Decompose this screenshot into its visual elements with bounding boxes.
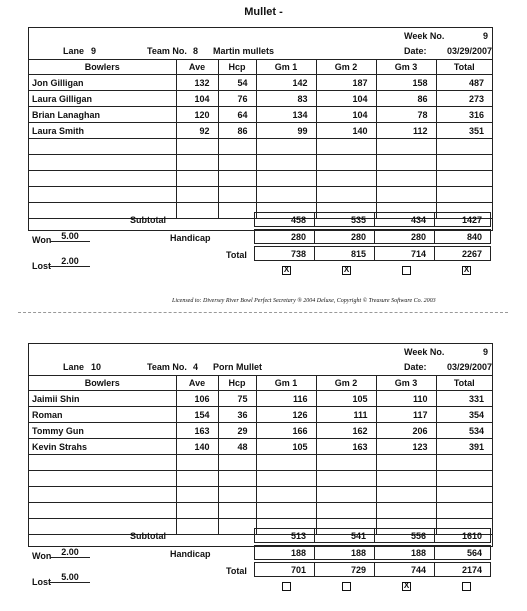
score-cell: 104: [316, 107, 376, 123]
lane-label: Lane: [63, 362, 85, 372]
game-won-checkbox[interactable]: [282, 582, 291, 591]
week-label: Week No.: [404, 31, 445, 41]
date-label: Date:: [404, 46, 427, 56]
score-cell: 351: [436, 123, 492, 139]
table-row: [29, 471, 492, 487]
bowler-name: Laura Smith: [29, 123, 176, 139]
score-cell: 48: [218, 439, 256, 455]
game-won-checkbox[interactable]: [462, 582, 471, 591]
team-label: Team No.: [147, 362, 187, 372]
won-value: 2.00: [50, 547, 90, 558]
score-cell: 105: [256, 439, 316, 455]
total-cell: 815: [314, 246, 375, 261]
column-header: Gm 1: [256, 59, 316, 75]
score-cell: 75: [218, 391, 256, 407]
game-won-checkbox[interactable]: [342, 266, 351, 275]
bowler-name: Jon Gilligan: [29, 75, 176, 91]
total-cell: 701: [254, 562, 315, 577]
table-row: [29, 123, 492, 139]
score-cell: [376, 471, 436, 487]
score-cell: 391: [436, 439, 492, 455]
handicap-cell: 188: [314, 545, 375, 560]
won-value: 5.00: [50, 231, 90, 242]
bowler-name: Laura Gilligan: [29, 91, 176, 107]
score-cell: 111: [316, 407, 376, 423]
table-row: [29, 391, 492, 407]
score-cell: 140: [176, 439, 218, 455]
handicap-cell: 188: [374, 545, 435, 560]
team-number: 4: [193, 362, 199, 372]
score-cell: 142: [256, 75, 316, 91]
total-cell: 729: [314, 562, 375, 577]
score-cell: [316, 139, 376, 155]
handicap-cell: 564: [434, 545, 491, 560]
date-value: 03/29/2007: [447, 362, 493, 372]
score-cell: 166: [256, 423, 316, 439]
score-cell: 158: [376, 75, 436, 91]
bowler-name: [29, 455, 176, 471]
score-sheet: [0, 0, 527, 285]
score-cell: 134: [256, 107, 316, 123]
score-cell: 154: [176, 407, 218, 423]
date-label: Date:: [404, 362, 427, 372]
score-cell: [218, 455, 256, 471]
score-cell: 92: [176, 123, 218, 139]
table-row: [29, 91, 492, 107]
score-cell: 487: [436, 75, 492, 91]
lost-label: Lost: [32, 577, 51, 587]
score-cell: [256, 471, 316, 487]
column-header: Ave: [176, 375, 218, 391]
score-cell: 126: [256, 407, 316, 423]
won-label: Won: [32, 235, 52, 245]
handicap-cell: 280: [254, 229, 315, 244]
header-row: [29, 59, 492, 75]
bowler-name: Jaimii Shin: [29, 391, 176, 407]
week-label: Week No.: [404, 347, 445, 357]
score-cell: [176, 455, 218, 471]
score-cell: [256, 455, 316, 471]
column-header: Total: [436, 59, 492, 75]
total-cell: 744: [374, 562, 435, 577]
lane-number: 9: [91, 46, 97, 56]
lost-value: 2.00: [50, 256, 90, 267]
score-cell: 104: [316, 91, 376, 107]
totals-section: [28, 180, 493, 271]
score-cell: 132: [176, 75, 218, 91]
score-cell: 140: [316, 123, 376, 139]
subtotal-cell: 556: [374, 528, 435, 543]
subtotal-cell: 1610: [434, 528, 491, 543]
score-cell: 117: [376, 407, 436, 423]
won-label: Won: [32, 551, 52, 561]
bowler-name: [29, 155, 176, 171]
game-won-checkbox[interactable]: [282, 266, 291, 275]
bowler-name: [29, 139, 176, 155]
score-cell: 116: [256, 391, 316, 407]
score-cell: 206: [376, 423, 436, 439]
score-cell: [436, 155, 492, 171]
lane-number: 10: [91, 362, 102, 372]
column-header: Gm 2: [316, 375, 376, 391]
subtotal-label: Subtotal: [130, 531, 166, 541]
week-number: 9: [483, 347, 489, 357]
column-header: Gm 3: [376, 375, 436, 391]
score-cell: 86: [218, 123, 256, 139]
score-cell: 316: [436, 107, 492, 123]
total-cell: 738: [254, 246, 315, 261]
handicap-label: Handicap: [170, 549, 211, 559]
bowler-name: Kevin Strahs: [29, 439, 176, 455]
subtotal-label: Subtotal: [130, 215, 166, 225]
score-cell: 105: [316, 391, 376, 407]
column-header: Gm 3: [376, 59, 436, 75]
score-cell: 83: [256, 91, 316, 107]
total-cell: 2174: [434, 562, 491, 577]
game-won-checkbox[interactable]: [402, 582, 411, 591]
page-title: Mullet -: [244, 6, 283, 18]
sheet-header: [29, 28, 492, 60]
table-row: [29, 75, 492, 91]
score-cell: 64: [218, 107, 256, 123]
score-cell: [316, 455, 376, 471]
column-header: Hcp: [218, 375, 256, 391]
sheet-header: [29, 344, 492, 376]
score-cell: [436, 139, 492, 155]
handicap-cell: 840: [434, 229, 491, 244]
lost-label: Lost: [32, 261, 51, 271]
bowler-name: Tommy Gun: [29, 423, 176, 439]
score-cell: [176, 139, 218, 155]
total-cell: 2267: [434, 246, 491, 261]
license-text: Licensed to: Diversey River Bowl Perfect Secretary ® 2004 Deluxe, Copyright © Treasure Software Co. 2003: [172, 298, 436, 304]
table-row: [29, 139, 492, 155]
score-cell: 110: [376, 391, 436, 407]
date-value: 03/29/2007: [447, 46, 493, 56]
subtotal-cell: 1427: [434, 212, 491, 227]
score-cell: [256, 155, 316, 171]
column-header: Bowlers: [29, 375, 176, 391]
score-sheet: [0, 316, 527, 601]
total-label: Total: [226, 250, 247, 260]
score-cell: [316, 155, 376, 171]
score-cell: 163: [176, 423, 218, 439]
subtotal-cell: 513: [254, 528, 315, 543]
lost-value: 5.00: [50, 572, 90, 583]
lane-label: Lane: [63, 46, 85, 56]
table-row: [29, 155, 492, 171]
game-won-checkbox[interactable]: [342, 582, 351, 591]
bowler-name: Roman: [29, 407, 176, 423]
score-cell: 162: [316, 423, 376, 439]
handicap-cell: 280: [374, 229, 435, 244]
team-name: Porn Mullet: [213, 362, 262, 372]
handicap-cell: 280: [314, 229, 375, 244]
team-label: Team No.: [147, 46, 187, 56]
score-cell: [176, 471, 218, 487]
score-cell: 86: [376, 91, 436, 107]
header-row: [29, 375, 492, 391]
score-cell: [436, 455, 492, 471]
subtotal-cell: 434: [374, 212, 435, 227]
team-name: Martin mullets: [213, 46, 275, 56]
score-cell: 120: [176, 107, 218, 123]
table-row: [29, 407, 492, 423]
score-cell: 354: [436, 407, 492, 423]
column-header: Gm 1: [256, 375, 316, 391]
score-cell: [218, 139, 256, 155]
score-cell: 163: [316, 439, 376, 455]
score-cell: [316, 471, 376, 487]
totals-section: [28, 496, 493, 587]
table-row: [29, 455, 492, 471]
column-header: Bowlers: [29, 59, 176, 75]
column-header: Hcp: [218, 59, 256, 75]
score-cell: 106: [176, 391, 218, 407]
score-cell: 534: [436, 423, 492, 439]
score-cell: 54: [218, 75, 256, 91]
column-header: Gm 2: [316, 59, 376, 75]
column-header: Total: [436, 375, 492, 391]
score-cell: [376, 455, 436, 471]
score-cell: [218, 155, 256, 171]
table-row: [29, 107, 492, 123]
subtotal-cell: 541: [314, 528, 375, 543]
score-cell: 112: [376, 123, 436, 139]
total-cell: 714: [374, 246, 435, 261]
subtotal-cell: 458: [254, 212, 315, 227]
table-row: [29, 423, 492, 439]
score-cell: [376, 155, 436, 171]
score-cell: [376, 139, 436, 155]
score-cell: [218, 471, 256, 487]
score-cell: [436, 471, 492, 487]
score-cell: 123: [376, 439, 436, 455]
team-number: 8: [193, 46, 199, 56]
game-won-checkbox[interactable]: [402, 266, 411, 275]
handicap-cell: 188: [254, 545, 315, 560]
score-cell: 99: [256, 123, 316, 139]
divider: [18, 312, 508, 313]
week-number: 9: [483, 31, 489, 41]
game-won-checkbox[interactable]: [462, 266, 471, 275]
subtotal-cell: 535: [314, 212, 375, 227]
score-cell: 273: [436, 91, 492, 107]
score-cell: 104: [176, 91, 218, 107]
table-row: [29, 439, 492, 455]
score-cell: 331: [436, 391, 492, 407]
score-cell: 29: [218, 423, 256, 439]
score-cell: [176, 155, 218, 171]
column-header: Ave: [176, 59, 218, 75]
score-cell: 78: [376, 107, 436, 123]
handicap-label: Handicap: [170, 233, 211, 243]
bowler-name: Brian Lanaghan: [29, 107, 176, 123]
score-cell: 36: [218, 407, 256, 423]
total-label: Total: [226, 566, 247, 576]
score-cell: 76: [218, 91, 256, 107]
score-cell: 187: [316, 75, 376, 91]
score-cell: [256, 139, 316, 155]
bowler-name: [29, 471, 176, 487]
